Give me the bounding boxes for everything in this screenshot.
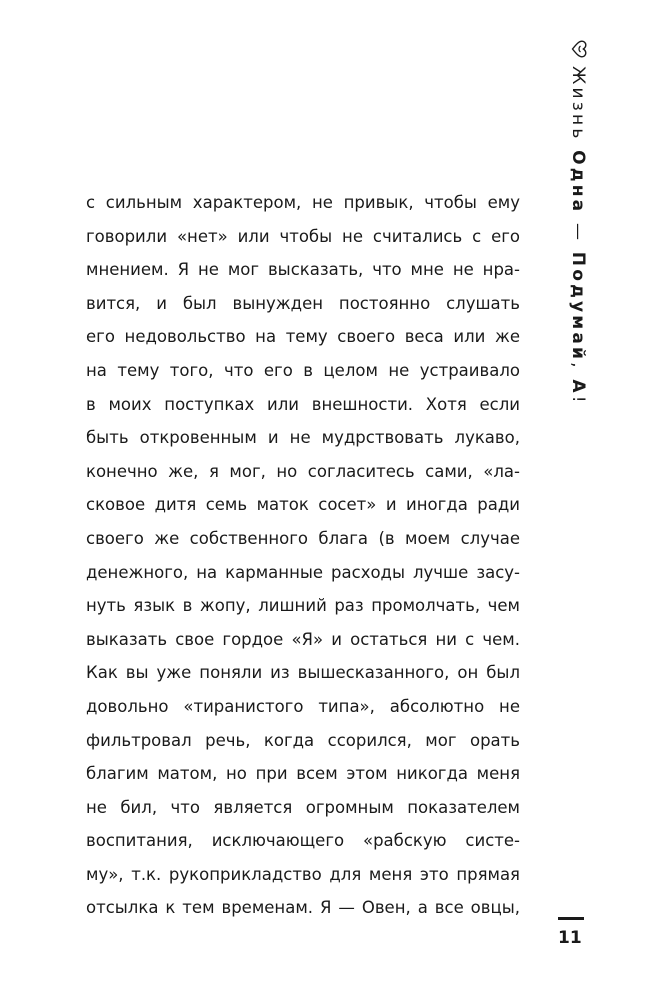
- running-head-part3: ,: [568, 362, 588, 380]
- text-line: с сильным характером, не привык, чтобы ему: [86, 193, 520, 212]
- text-line: денежного, на карманные расходы лучше засу-: [86, 562, 520, 582]
- text-line: своего же собственного блага (в моем случае: [86, 528, 520, 548]
- text-line: довольно «тиранистого типа», абсолютно не: [86, 696, 520, 716]
- text-line: нуть язык в жопу, лишний раз промолчать, чем: [86, 596, 520, 616]
- running-head-part4: !: [568, 395, 588, 406]
- text-line: фильтровал речь, когда ссорился, мог орать: [86, 730, 520, 750]
- page-number: 11: [558, 928, 582, 948]
- text-line: сковое дитя семь маток сосет» и иногда ради: [86, 495, 520, 515]
- text-line: мнением. Я не мог высказать, что мне не нра-: [86, 260, 520, 280]
- running-head: [560, 40, 590, 660]
- text-line: отсылка к тем временам. Я — Овен, а все овцы,: [86, 898, 520, 918]
- text-line: Как вы уже поняли из вышесказанного, он был: [86, 663, 520, 683]
- folio-rule: [558, 917, 584, 920]
- running-head-part1: Жизнь: [568, 66, 588, 151]
- running-head-bold1: Одна: [568, 150, 588, 215]
- running-head-text: [566, 40, 588, 406]
- text-line: его недовольство на тему своего веса или же: [86, 327, 520, 347]
- text-line: благим матом, но при всем этом никогда меня: [86, 764, 520, 784]
- text-line: выказать свое гордое «Я» и остаться ни с чем.: [86, 629, 520, 649]
- text-line: вится, и был вынужден постоянно слушать: [86, 293, 520, 313]
- heart-icon: [566, 40, 587, 58]
- text-line: му», т.к. рукоприкладство для меня это прямая: [86, 864, 520, 884]
- text-line: говорили «нет» или чтобы не считались с его: [86, 226, 520, 246]
- text-line: воспитания, исключающего «рабскую систе-: [86, 831, 520, 851]
- text-line: не бил, что является огромным показателем: [86, 797, 520, 817]
- text-line: конечно же, я мог, но согласитесь сами, «ла-: [86, 461, 520, 481]
- running-head-bold3: А: [568, 379, 588, 396]
- running-head-part2: —: [568, 214, 588, 252]
- text-line: быть откровенным и не мудрствовать лукаво,: [86, 428, 520, 448]
- body-text: [86, 186, 520, 925]
- text-line: в моих поступках или внешности. Хотя если: [86, 394, 520, 414]
- text-line: на тему того, что его в целом не устраивало: [86, 360, 520, 380]
- running-head-bold2: Подумай: [568, 251, 588, 363]
